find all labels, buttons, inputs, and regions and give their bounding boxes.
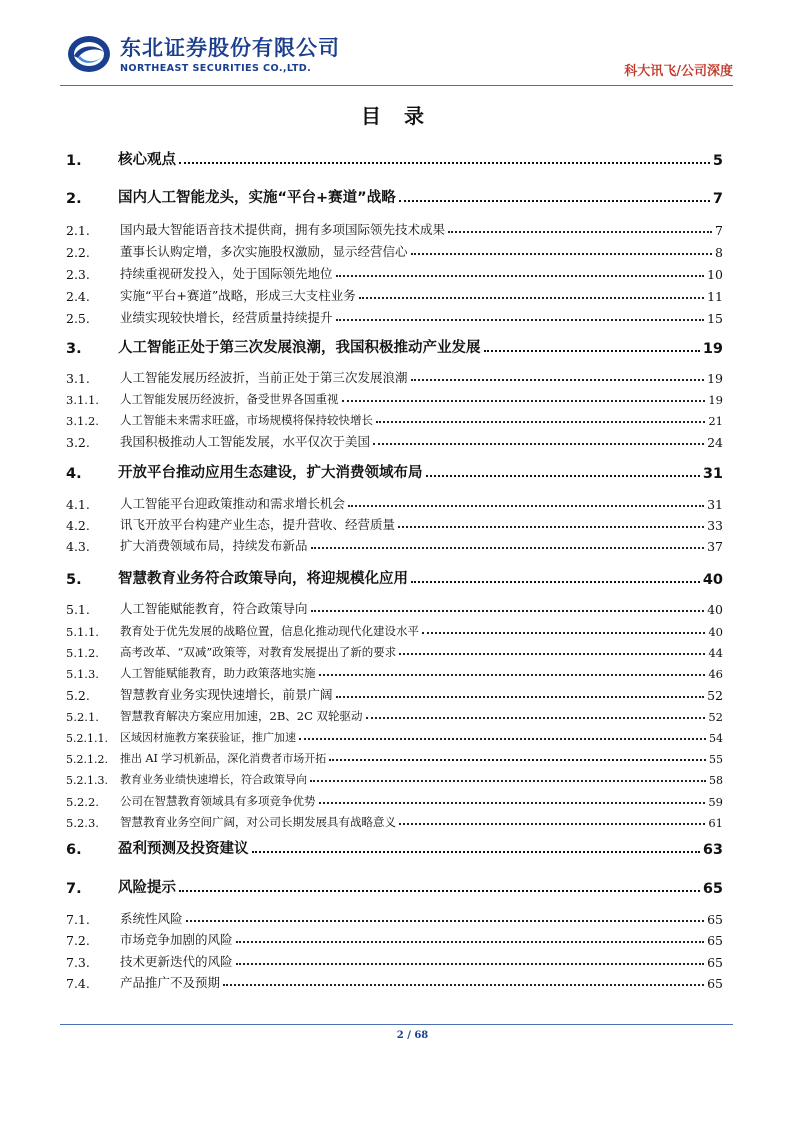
toc-entry-label: 人工智能平台迎政策推动和需求增长机会 [120,496,346,511]
toc-entry-page: 40 [707,602,723,617]
toc-entry-page: 7 [712,191,723,207]
toc-leader-dots [179,890,700,892]
toc-entry-page: 65 [707,955,723,970]
toc-entry-label: 智慧教育业务符合政策导向，将迎规模化应用 [118,571,408,587]
toc-entry-number: 7.1. [66,912,90,927]
toc-entry[interactable] [66,364,723,386]
toc-entry-label: 高考改革、“双减”政策等，对教育发展提出了新的要求 [120,645,397,659]
toc-entry-label: 人工智能发展历经波折，备受世界各国重视 [120,392,339,406]
toc-entry-label: 教育业务业绩快速增长，符合政策导向 [120,773,307,786]
toc-entry-label: 技术更新迭代的风险 [120,954,233,969]
toc-entry-number: 7.4. [66,976,90,991]
toc-leader-dots [376,421,705,423]
toc-entry[interactable] [66,702,723,724]
page-number [0,1030,793,1041]
toc-entry-label: 风险提示 [118,880,176,896]
toc-entry-label: 推出 AI 学习机新品，深化消费者市场开拓 [120,752,327,765]
toc-entry-number: 2.3. [66,267,90,282]
toc-entry-label: 智慧教育业务实现快速增长，前景广阔 [120,687,333,702]
toc-entry-label: 智慧教育解决方案应用加速，2B、2C 双轮驱动 [120,709,363,723]
toc-entry-number: 6. [66,842,82,858]
toc-entry[interactable] [66,905,723,927]
toc-entry-page: 65 [707,933,723,948]
footer-divider [60,1024,733,1025]
toc-entry-page: 58 [709,774,723,787]
toc-leader-dots [310,780,706,782]
toc-entry-label: 人工智能赋能教育，符合政策导向 [120,601,308,616]
toc-entry-page: 63 [702,842,723,858]
toc-entry[interactable] [66,834,723,858]
toc-entry[interactable] [66,490,723,512]
toc-leader-dots [319,802,706,804]
toc-leader-dots [186,920,705,922]
toc-entry-number: 1. [66,153,82,169]
toc-leader-dots [223,984,704,986]
toc-entry-page: 44 [708,646,723,660]
toc-entry-page: 46 [708,667,723,681]
toc-entry-page: 33 [707,518,723,533]
toc-entry[interactable] [66,564,723,588]
toc-entry[interactable] [66,216,723,238]
toc-entry-label: 产品推广不及预期 [120,975,221,990]
toc-entry[interactable] [66,458,723,482]
toc-entry[interactable] [66,765,723,787]
toc-entry-number: 3. [66,341,82,357]
toc-leader-dots [411,581,700,583]
toc-entry-page: 65 [707,912,723,927]
toc-entry[interactable] [66,304,723,326]
toc-entry-label: 人工智能未来需求旺盛，市场规模将保持较快增长 [120,413,373,427]
toc-entry-number: 4.3. [66,539,90,554]
toc-leader-dots [179,162,710,164]
toc-leader-dots [336,275,705,277]
toc-leader-dots [311,547,705,549]
toc-entry-number: 5.2.1.3. [66,774,108,787]
toc-entry-number: 4. [66,466,82,482]
toc-leader-dots [252,851,700,853]
toc-entry-label: 核心观点 [118,152,176,168]
toc-entry-label: 讯飞开放平台构建产业生态，提升营收、经营质量 [120,517,396,532]
toc-leader-dots [366,717,706,719]
toc-leader-dots [329,759,706,761]
company-name-cn: 东北证券股份有限公司 [120,36,340,60]
toc-entry[interactable] [66,595,723,617]
toc-leader-dots [411,379,705,381]
toc-entry[interactable] [66,260,723,282]
toc-leader-dots [399,200,710,202]
toc-entry-number: 5.2.1. [66,710,99,724]
toc-entry-number: 5.2.1.2. [66,753,108,766]
toc-entry-label: 业绩实现较快增长，经营质量持续提升 [120,310,333,325]
toc-entry-label: 董事长认购定增，多次实施股权激励，显示经营信心 [120,244,408,259]
toc-entry-label: 扩大消费领域布局，持续发布新品 [120,538,308,553]
toc-entry[interactable] [66,723,723,745]
toc-entry[interactable] [66,282,723,304]
toc-entry[interactable] [66,659,723,681]
toc-entry-label: 开放平台推动应用生态建设，扩大消费领域布局 [118,465,423,481]
toc-entry-label: 实施“平台+赛道”战略，形成三大支柱业务 [120,288,356,303]
toc-leader-dots [426,475,700,477]
toc-entry[interactable] [66,385,723,407]
toc-entry[interactable] [66,969,723,991]
toc-entry-page: 24 [707,435,723,450]
toc-entry-number: 5.2. [66,688,90,703]
toc-leader-dots [398,526,704,528]
toc-entry-number: 2. [66,191,82,207]
toc-entry-label: 人工智能赋能教育，助力政策落地实施 [120,666,316,680]
toc-leader-dots [359,297,704,299]
toc-entry-number: 3.1.2. [66,414,99,428]
toc-entry-number: 4.1. [66,497,90,512]
toc-entry-page: 8 [715,245,723,260]
toc-entry-number: 5.1.1. [66,625,99,639]
toc-entry[interactable] [66,428,723,450]
toc-entry-label: 盈利预测及投资建议 [118,841,249,857]
toc-entry-label: 国内人工智能龙头，实施“平台+赛道”战略 [118,190,396,206]
toc-entry-page: 19 [707,371,723,386]
toc-leader-dots [319,674,706,676]
toc-entry[interactable] [66,532,723,554]
toc-leader-dots [399,653,705,655]
toc-entry-page: 21 [708,414,723,428]
toc-leader-dots [484,350,700,352]
toc-entry-number: 3.2. [66,435,90,450]
toc-entry-page: 65 [702,881,723,897]
toc-entry-label: 教育处于优先发展的战略位置，信息化推动现代化建设水平 [120,624,419,638]
toc-entry-page: 61 [708,816,723,830]
toc-entry-number: 2.1. [66,223,90,238]
toc-entry-label: 智慧教育业务空间广阔，对公司长期发展具有战略意义 [120,815,396,829]
toc-entry-page: 31 [702,466,723,482]
toc-entry-number: 5.2.2. [66,795,99,809]
toc-entry-number: 3.1.1. [66,393,99,407]
toc-leader-dots [399,823,705,825]
toc-entry-number: 7.3. [66,955,90,970]
toc-entry-number: 2.2. [66,245,90,260]
toc-entry-page: 31 [707,497,723,512]
toc-leader-dots [336,319,705,321]
toc-leader-dots [311,610,705,612]
toc-entry-label: 区域因材施教方案获验证，推广加速 [120,731,296,744]
toc-entry-page: 54 [709,732,723,745]
toc-entry[interactable] [66,638,723,660]
toc-entry[interactable] [66,511,723,533]
toc-entry-page: 40 [702,572,723,588]
toc-entry[interactable] [66,238,723,260]
toc-entry-number: 2.5. [66,311,90,326]
toc-leader-dots [299,738,706,740]
toc-entry-number: 5.1.3. [66,667,99,681]
toc-leader-dots [348,505,704,507]
company-logo-icon [66,34,112,74]
toc-entry[interactable] [66,681,723,703]
toc-entry-page: 65 [707,976,723,991]
toc-entry[interactable] [66,333,723,357]
toc-entry-label: 人工智能正处于第三次发展浪潮，我国积极推动产业发展 [118,340,481,356]
toc-entry-number: 4.2. [66,518,90,533]
toc-entry[interactable] [66,808,723,830]
toc-leader-dots [448,231,712,233]
toc-entry-number: 5.2.3. [66,816,99,830]
toc-entry[interactable] [66,787,723,809]
toc-entry-label: 国内最大智能语音技术提供商，拥有多项国际领先技术成果 [120,222,446,237]
toc-entry-number: 5. [66,572,82,588]
toc-title: 目 录 [361,104,432,128]
report-header [60,28,733,84]
company-name-en: NORTHEAST SECURITIES CO.,LTD. [120,63,312,74]
toc-entry-number: 2.4. [66,289,90,304]
toc-entry[interactable] [66,406,723,428]
toc-leader-dots [336,696,705,698]
toc-leader-dots [236,941,705,943]
toc-entry-label: 人工智能发展历经波折，当前正处于第三次发展浪潮 [120,370,408,385]
toc-entry-number: 5.2.1.1. [66,732,108,745]
toc-entry-number: 5.1.2. [66,646,99,660]
toc-entry-page: 11 [707,289,723,304]
toc-entry-page: 37 [707,539,723,554]
toc-entry-label: 市场竞争加剧的风险 [120,932,233,947]
toc-leader-dots [342,400,706,402]
toc-entry-page: 40 [708,625,723,639]
toc-leader-dots [373,443,704,445]
toc-leader-dots [411,253,713,255]
toc-entry-page: 10 [707,267,723,282]
toc-entry[interactable] [66,873,723,897]
toc-entry[interactable] [66,926,723,948]
toc-entry-label: 公司在智慧教育领域具有多项竞争优势 [120,794,316,808]
toc-entry[interactable] [66,617,723,639]
toc-entry-number: 3.1. [66,371,90,386]
header-divider [60,85,733,86]
toc-entry-label: 我国积极推动人工智能发展，水平仅次于美国 [120,434,371,449]
toc-entry-number: 7.2. [66,933,90,948]
toc-entry-page: 19 [702,341,723,357]
toc-leader-dots [236,963,705,965]
toc-entry[interactable] [66,183,723,207]
toc-entry[interactable] [66,948,723,970]
toc-entry[interactable] [66,145,723,169]
toc-entry-label: 系统性风险 [120,911,183,926]
page-number-text: 2 / 68 [396,1030,429,1041]
toc-entry-number: 7. [66,881,82,897]
report-type-label: 科大讯飞/公司深度 [624,64,733,79]
toc-entry-page: 52 [707,688,723,703]
toc-entry-page: 5 [712,153,723,169]
toc-entry-number: 5.1. [66,602,90,617]
toc-entry-page: 15 [707,311,723,326]
toc-entry-page: 19 [708,393,723,407]
toc-entry-page: 52 [708,710,723,724]
toc-entry-page: 59 [708,795,723,809]
toc-entry[interactable] [66,744,723,766]
toc-leader-dots [422,632,705,634]
toc-entry-page: 55 [709,753,723,766]
toc-entry-page: 7 [715,223,723,238]
toc-entry-label: 持续重视研发投入，处于国际领先地位 [120,266,333,281]
